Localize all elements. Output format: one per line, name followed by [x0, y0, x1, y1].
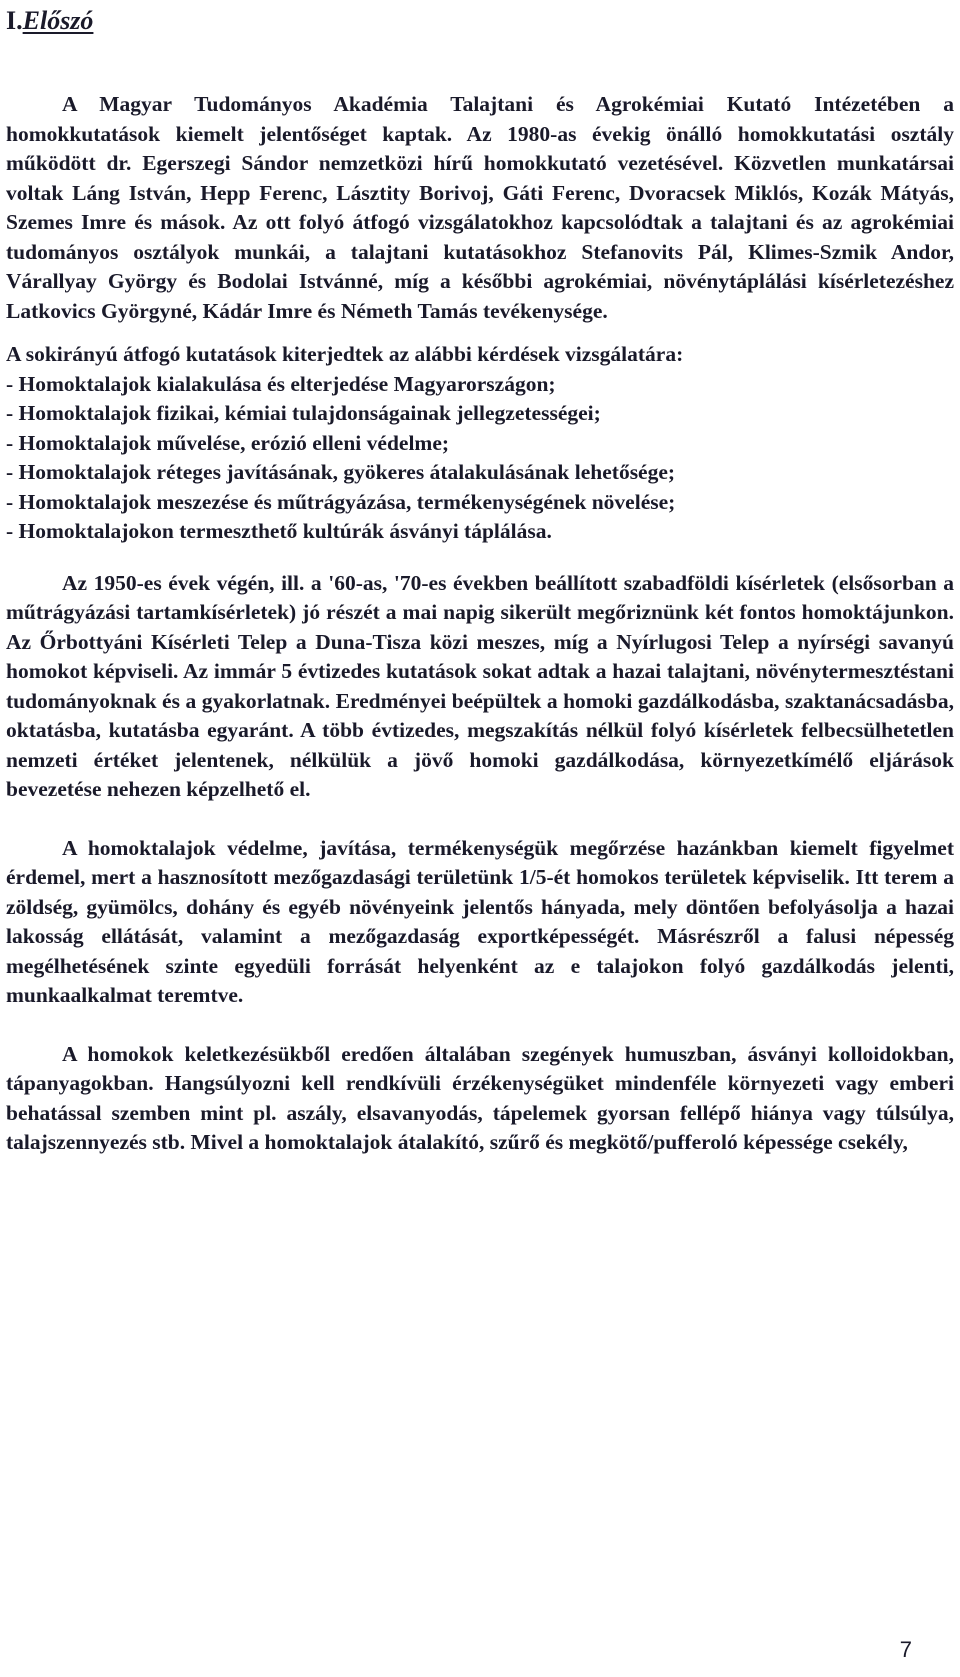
paragraph-sand-properties: A homokok keletkezésükből eredően általában szegények humuszban, ásványi kolloidokban, tápanyagokban. Hangsúlyozni kell rendkívüli érzékenységüket mindenféle környezeti vagy emberi behatással szemben mint pl. aszály, elsavanyodás, tápelemek gyorsan fellépő hiánya vagy túlsúlya, talajszennyezés stb. Mivel a homoktalajok átalakító, szűrő és megkötő/pufferoló képessége csekély, — [6, 1041, 954, 1154]
list-item: - Homoktalajok kialakulása és elterjedése Magyarországon; — [6, 371, 556, 396]
research-topics-intro: A sokirányú átfogó kutatások kiterjedtek az alábbi kérdések vizsgálatára: — [6, 342, 684, 366]
list-item: - Homoktalajok réteges javításának, gyökeres átalakulásának lehetősége; — [6, 460, 676, 484]
paragraph-protection: A homoktalajok védelme, javítása, termékenységük megőrzése hazánkban kiemelt figyelmet érdemel, mert a hasznosított mezőgazdasági területünk 1/5-ét homokos területek képviselik. Itt terem a zöldség, gyümölcs, dohány és egyéb növényeink jelentős hányada, mely döntően befolyásolja a hazai lakosság ellátását, valamint a mezőgazdaság exportképességét. Másrészről a falusi népesség megélhetésének szinte egyedüli forrását helyenként az e talajokon folyó gazdálkodás jelenti, munkaalkalmat teremtve. — [6, 835, 954, 1007]
section-number: I. — [6, 6, 23, 35]
section-heading — [6, 0, 954, 38]
document-page — [6, 0, 954, 1158]
list-item: - Homoktalajok fizikai, kémiai tulajdonságainak jellegzetességei; — [6, 401, 601, 425]
page-number: 7 — [899, 1637, 912, 1662]
list-item: - Homoktalajok meszezése és műtrágyázása, termékenységének növelése; — [6, 489, 676, 514]
paragraph-experiments: Az 1950-es évek végén, ill. a '60-as, '70-es években beállított szabadföldi kísérletek (elsősorban a műtrágyázási tartamkísérletek) jó részét a mai napig sikerült megőriznünk két fontos homoktájunkon. Az Őrbottyáni Kísérleti Telep a Duna-Tisza közi meszes, míg a Nyírlugosi Telep a nyírségi savanyú homokot képviseli. Az immár 5 évtizedes kutatások sokat adtak a hazai talajtani, növénytermesztéstani tudományoknak és a gyakorlatnak. Eredményei beépültek a homoki gazdálkodásba, szaktanácsadásba, oktatásba, kutatásba egyaránt. A több évtizedes, megszakítás nélkül folyó kísérletek felbecsülhetetlen nemzeti értéket jelentenek, nélkülük a jövő homoki gazdálkodása, környezetkímélő eljárások bevezetése nehezen képzelhető el. — [6, 570, 954, 801]
paragraph-intro: A Magyar Tudományos Akadémia Talajtani és Agrokémiai Kutató Intézetében a homokkutatások kiemelt jelentőséget kaptak. Az 1980-as évekig önálló homokkutatási osztály működött dr. Egerszegi Sándor nemzetközi hírű homokkutató vezetésével. Közvetlen munkatársai voltak Láng István, Hepp Ferenc, Lásztity Borivoj, Gáti Ferenc, Dvoracsek Miklós, Kozák Mátyás, Szemes Imre és mások. Az ott folyó átfogó vizsgálatokhoz kapcsolódtak a talajtani és az agrokémiai tudományos osztályok munkái, a talajtani kutatásokhoz Stefanovits Pál, Klimes-Szmik Andor, Várallyay György és Bodolai Istvánné, míg a későbbi agrokémiai, növénytáplálási kísérletezéshez Latkovics Györgyné, Kádár Imre és Németh Tamás tevékenysége. — [6, 92, 954, 323]
research-topics-block — [6, 340, 954, 547]
section-title: Előszó — [22, 6, 94, 35]
list-item: - Homoktalajokon termeszthető kultúrák ásványi táplálása. — [6, 519, 552, 543]
list-item: - Homoktalajok művelése, erózió elleni védelme; — [6, 430, 450, 455]
